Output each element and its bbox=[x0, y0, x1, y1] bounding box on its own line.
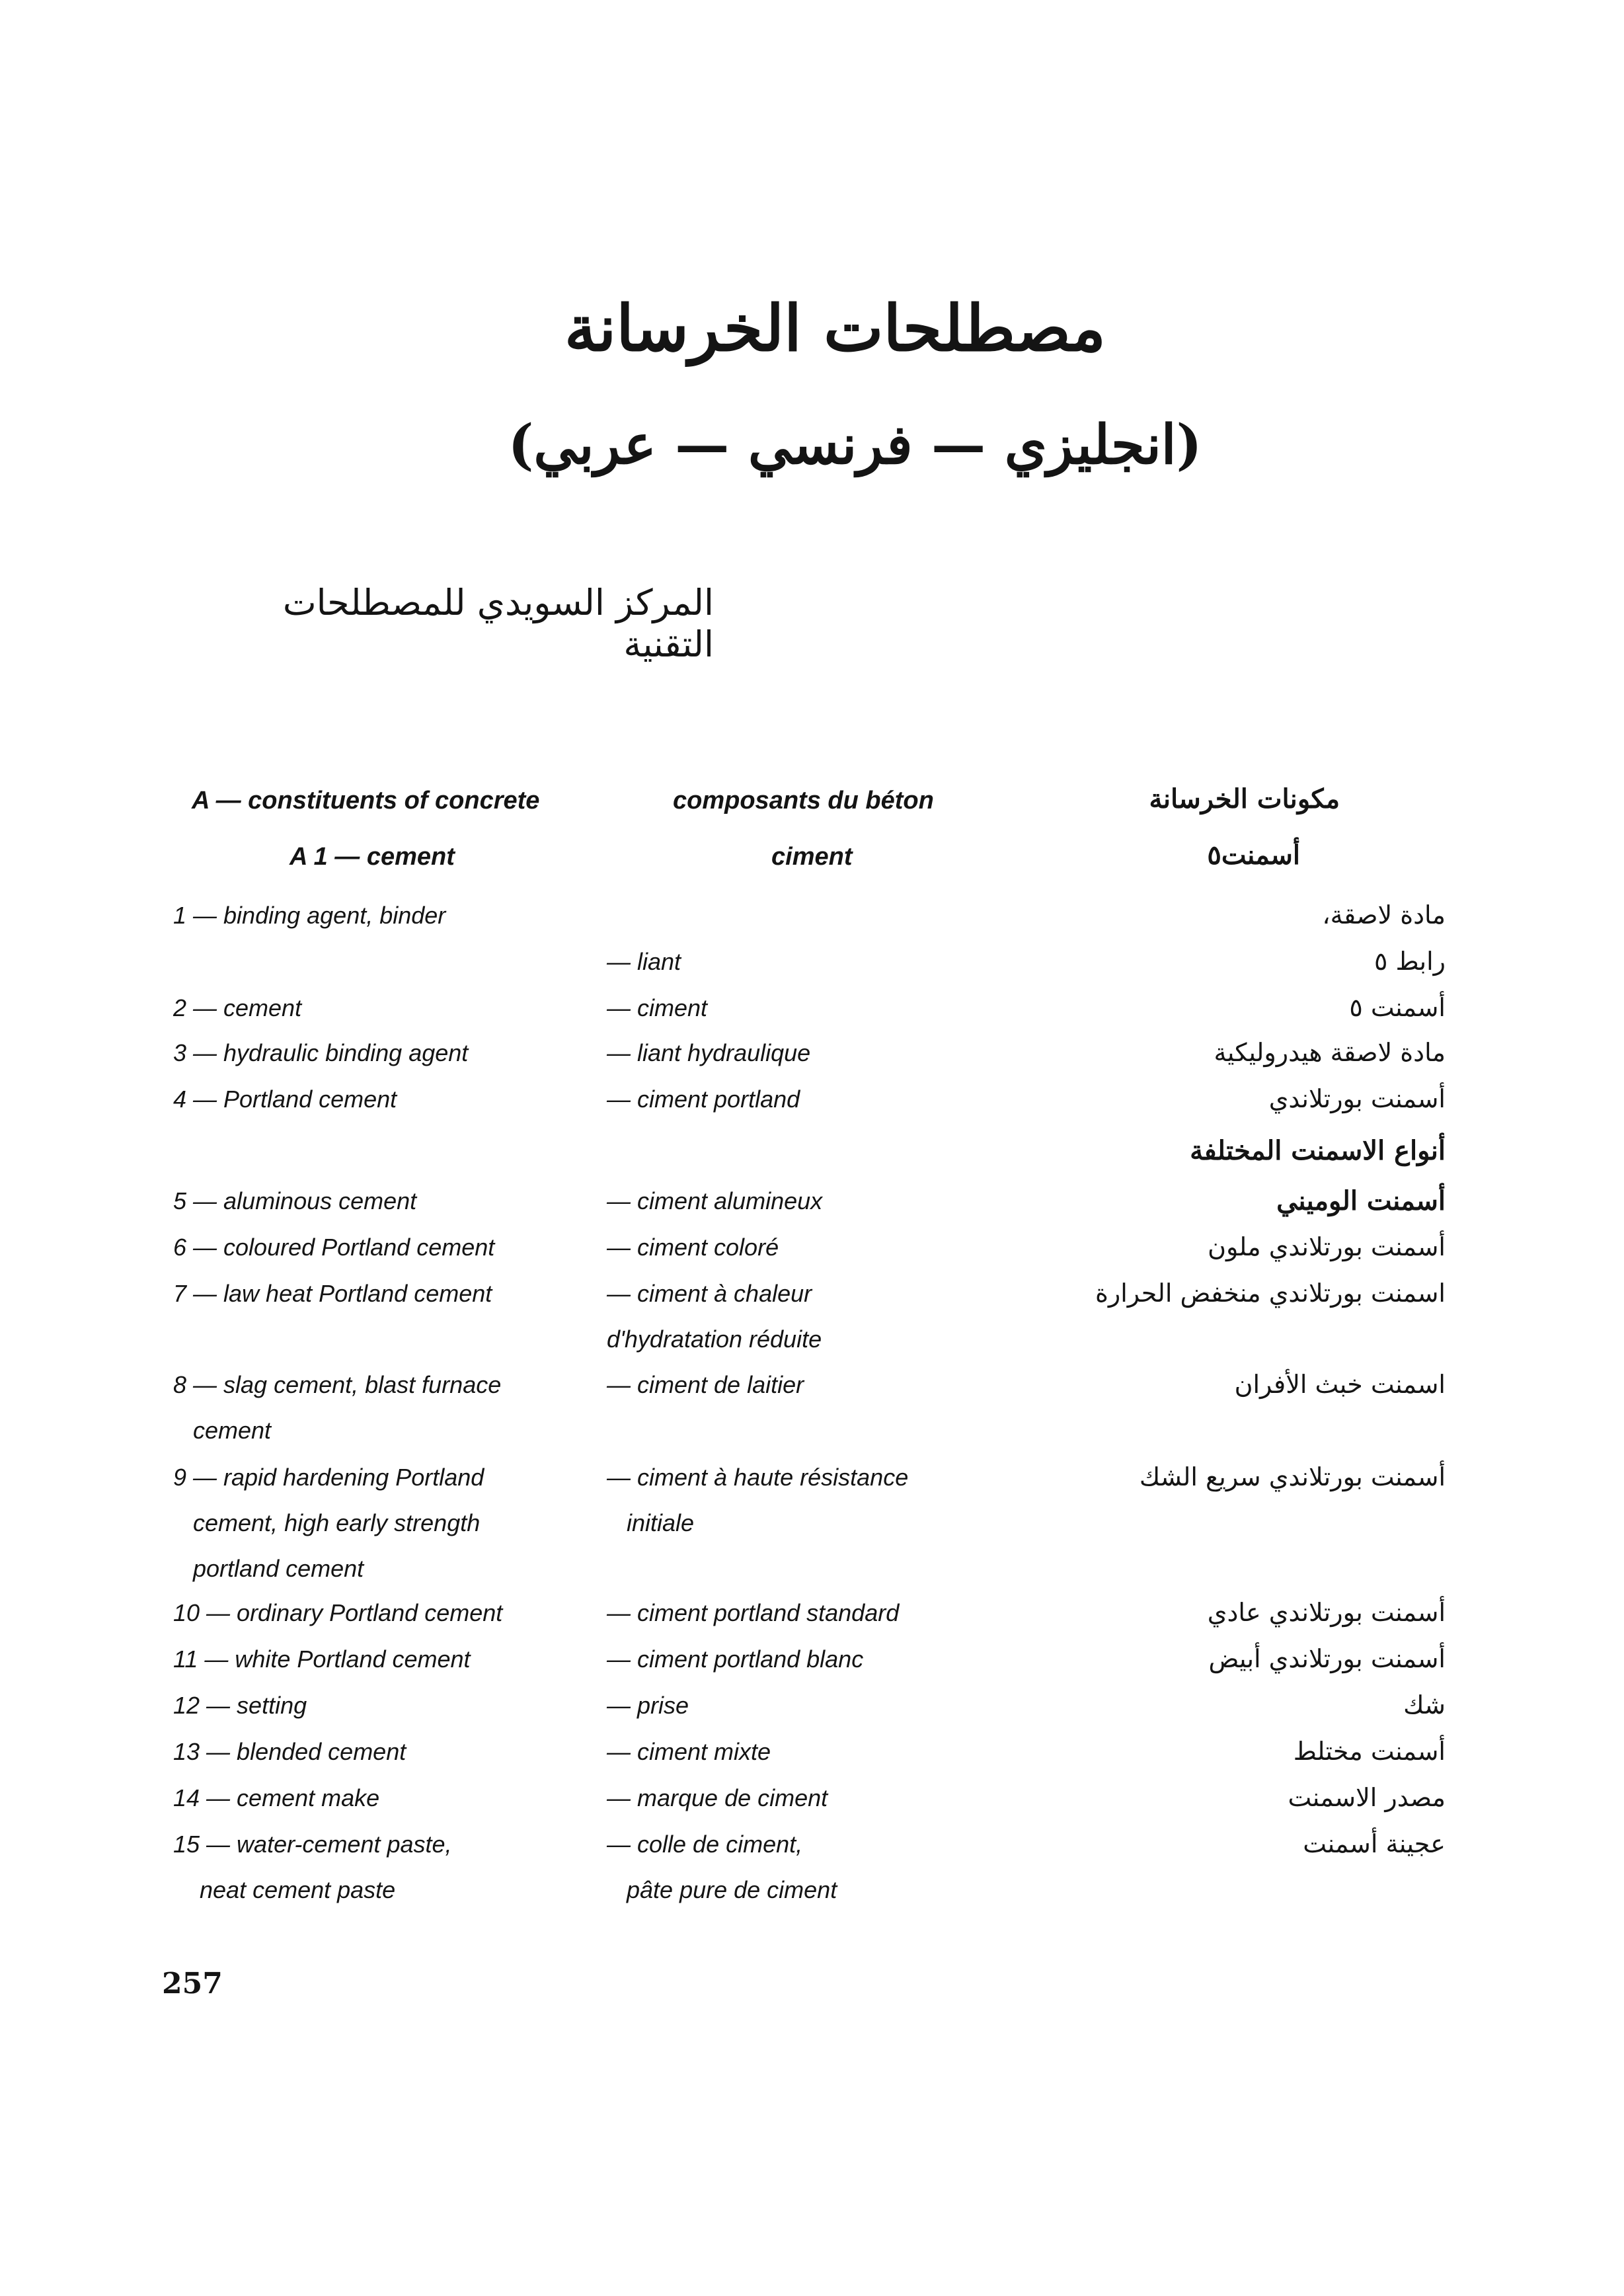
term-en: 4 — Portland cement bbox=[173, 1086, 397, 1113]
term-row bbox=[0, 985, 1624, 1022]
term-fr: — liant bbox=[607, 948, 681, 975]
term-fr: — marque de ciment bbox=[607, 1784, 828, 1811]
term-ar: مادة لاصقة، bbox=[1322, 900, 1446, 930]
term-ar: اسمنت خبث الأفران bbox=[1234, 1370, 1446, 1399]
term-ar: أسمنت مختلط bbox=[1293, 1737, 1446, 1766]
en-section-header: A — constituents of concrete bbox=[192, 787, 540, 814]
term-ar: أسمنت بورتلاندي سريع الشك bbox=[1139, 1462, 1446, 1491]
term-row bbox=[0, 1178, 1624, 1216]
term-en: 7 — law heat Portland cement bbox=[173, 1280, 492, 1307]
term-en: 12 — setting bbox=[173, 1692, 307, 1719]
term-row bbox=[0, 1821, 1624, 1903]
term-fr: — ciment à haute résistance initiale bbox=[607, 1464, 909, 1536]
ar-subsection-header: أسمنت٥ bbox=[1207, 840, 1300, 871]
term-en: 11 — white Portland cement bbox=[173, 1645, 471, 1673]
term-ar-group-heading: أنواع الاسمنت المختلفة bbox=[1190, 1135, 1446, 1166]
term-fr: — ciment portland blanc bbox=[607, 1645, 864, 1673]
term-fr: — ciment alumineux bbox=[607, 1187, 823, 1214]
term-en: 14 — cement make bbox=[173, 1784, 380, 1811]
term-en: 9 — rapid hardening Portland cement, high early strength portland cement bbox=[173, 1464, 484, 1582]
page-number: 257 bbox=[162, 1967, 223, 2000]
term-en: 2 — cement bbox=[173, 994, 302, 1021]
term-ar: أسمنت بورتلاندي bbox=[1268, 1084, 1446, 1113]
term-ar: مادة لاصقة هيدروليكية bbox=[1214, 1038, 1446, 1067]
term-fr: — ciment bbox=[607, 994, 708, 1021]
term-fr: — ciment de laitier bbox=[607, 1371, 804, 1398]
term-en: 6 — coloured Portland cement bbox=[173, 1234, 495, 1261]
term-ar: أسمنت بورتلاندي ملون bbox=[1208, 1232, 1446, 1261]
term-row bbox=[0, 892, 1624, 930]
page-title: مصطلحات الخرسانة bbox=[564, 291, 1106, 366]
term-ar: أسمنت ٥ bbox=[1349, 993, 1446, 1022]
term-ar: أسمنت بورتلاندي أبيض bbox=[1208, 1644, 1446, 1673]
term-ar: رابط ٥ bbox=[1373, 947, 1446, 976]
term-row bbox=[0, 1682, 1624, 1720]
term-row bbox=[0, 1590, 1624, 1627]
term-row bbox=[0, 1224, 1624, 1261]
term-en: 3 — hydraulic binding agent bbox=[173, 1039, 469, 1066]
term-ar: شك bbox=[1403, 1690, 1446, 1720]
term-row bbox=[0, 1030, 1624, 1067]
term-fr: — ciment coloré bbox=[607, 1234, 779, 1261]
page-subtitle: (انجليزي — فرنسي — عربي) bbox=[508, 413, 1202, 477]
term-en: 13 — blended cement bbox=[173, 1738, 406, 1765]
term-ar: أسمنت الوميني bbox=[1276, 1185, 1446, 1216]
term-row bbox=[0, 1775, 1624, 1812]
term-en: 5 — aluminous cement bbox=[173, 1187, 417, 1214]
term-ar: مصدر الاسمنت bbox=[1288, 1783, 1446, 1812]
term-row bbox=[0, 1076, 1624, 1113]
fr-subsection-header: ciment bbox=[771, 843, 853, 871]
term-ar: أسمنت بورتلاندي عادي bbox=[1207, 1598, 1446, 1627]
term-fr: — prise bbox=[607, 1692, 689, 1719]
term-fr: — ciment mixte bbox=[607, 1738, 771, 1765]
en-subsection-header: A 1 — cement bbox=[290, 843, 455, 871]
ar-section-header: مكونات الخرسانة bbox=[1149, 783, 1340, 814]
term-en: 8 — slag cement, blast furnace cement bbox=[173, 1371, 502, 1444]
term-en: 15 — water-cement paste, neat cement paste bbox=[173, 1831, 452, 1903]
term-row bbox=[0, 1454, 1624, 1582]
fr-section-header: composants du béton bbox=[673, 787, 934, 814]
term-fr: — ciment portland standard bbox=[607, 1599, 900, 1626]
organization-name: المركز السويدي للمصطلحات التقنية bbox=[282, 582, 714, 665]
term-fr: — ciment portland bbox=[607, 1086, 800, 1113]
term-fr: — liant hydraulique bbox=[607, 1039, 811, 1066]
term-row bbox=[0, 1636, 1624, 1673]
term-en: 1 — binding agent, binder bbox=[173, 902, 446, 929]
term-fr: — colle de ciment, pâte pure de ciment bbox=[607, 1831, 837, 1903]
term-row bbox=[0, 1362, 1624, 1444]
term-en: 10 — ordinary Portland cement bbox=[173, 1599, 503, 1626]
term-fr: — ciment à chaleur d'hydratation réduite bbox=[607, 1280, 822, 1353]
term-ar: عجينة أسمنت bbox=[1303, 1829, 1446, 1858]
term-ar: اسمنت بورتلاندي منخفض الحرارة bbox=[1095, 1279, 1446, 1308]
